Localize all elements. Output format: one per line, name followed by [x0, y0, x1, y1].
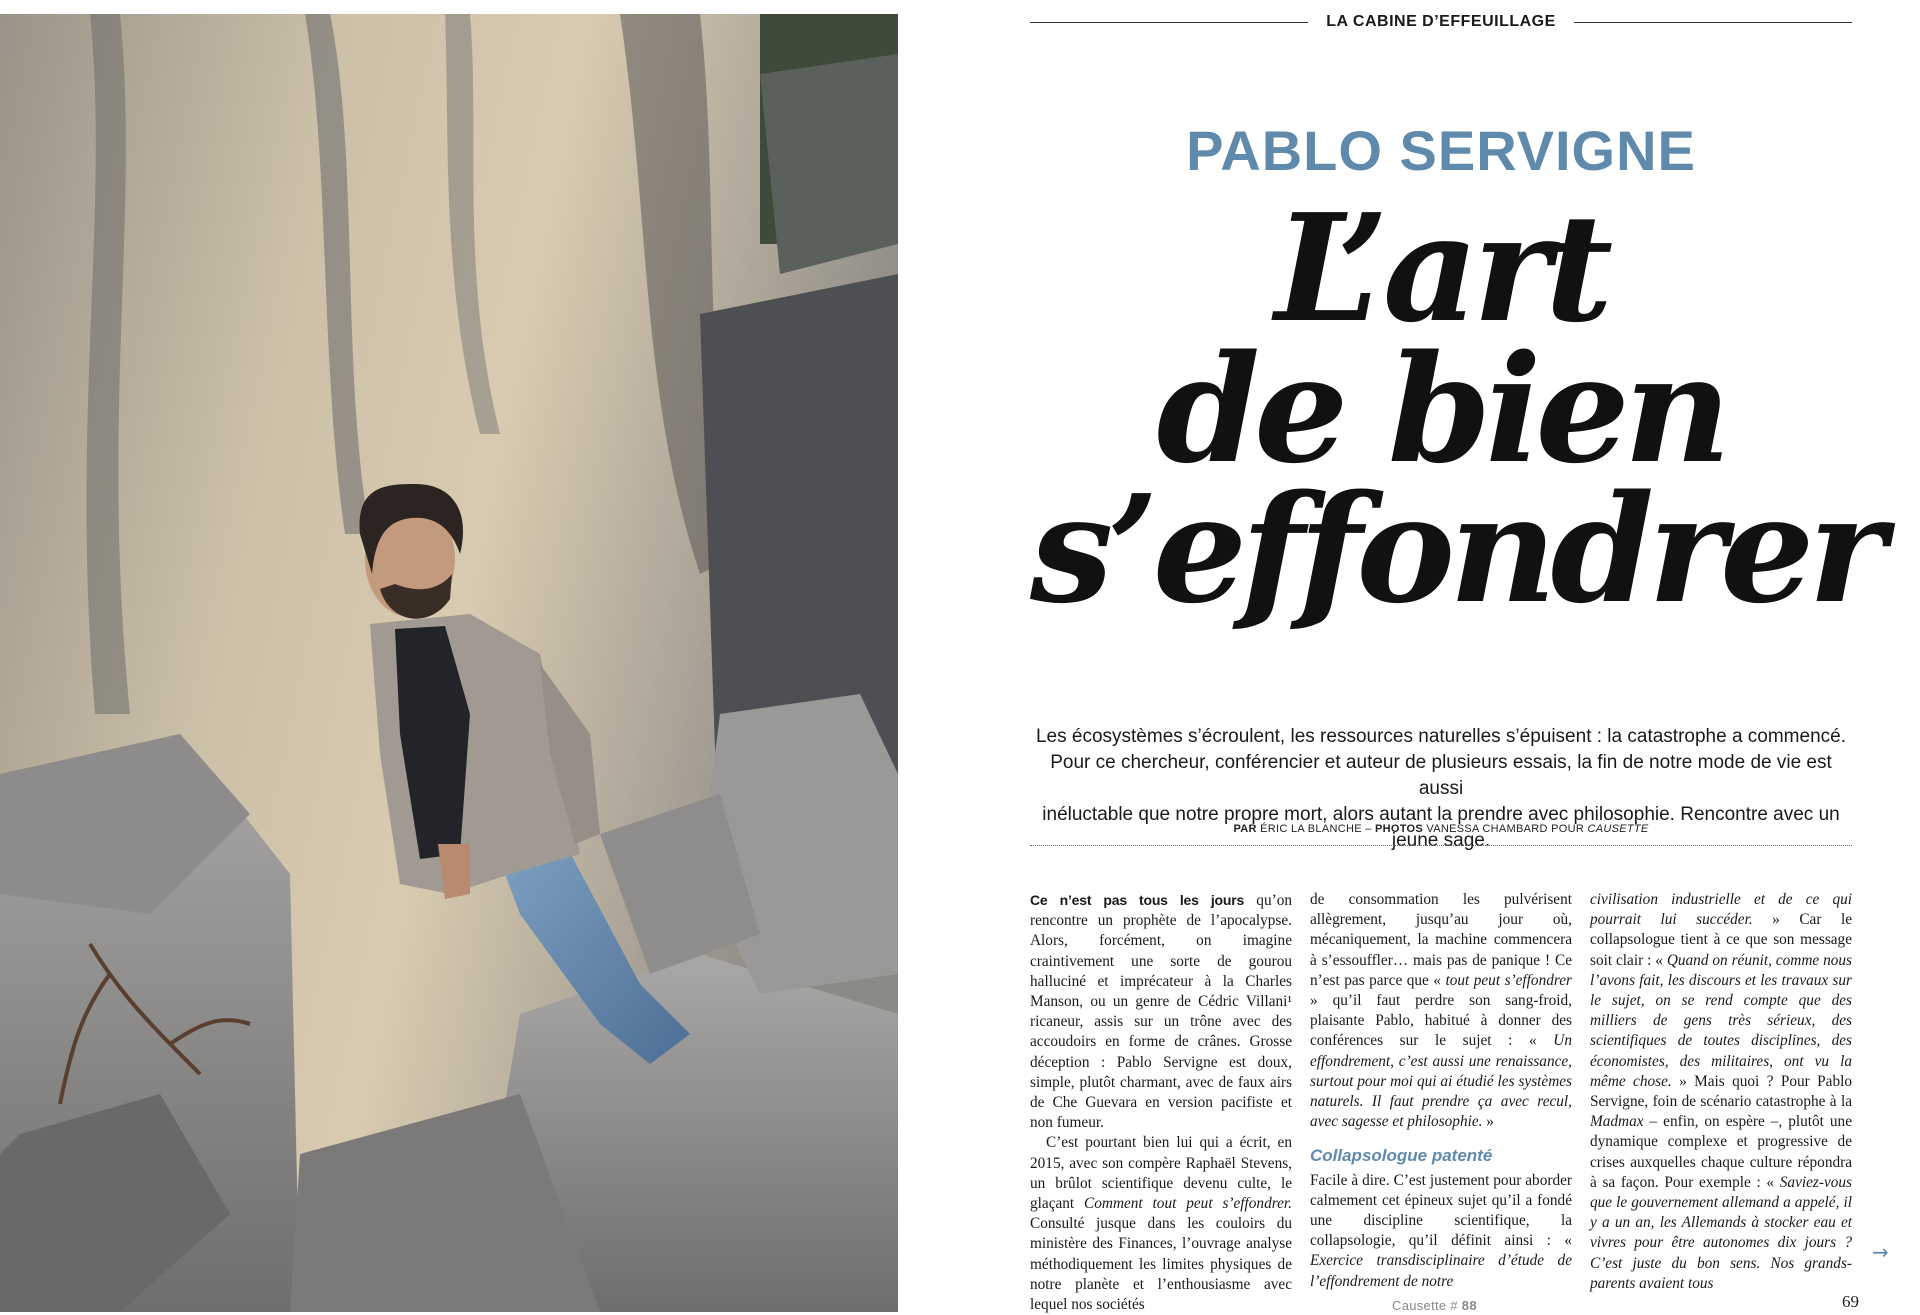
- headline-line-1: L’art: [1274, 181, 1608, 355]
- film-title: Madmax: [1590, 1113, 1644, 1131]
- footer-magazine-name: Causette #: [1392, 1298, 1458, 1313]
- page-title: [1030, 181, 1881, 637]
- article-text: C’est pourtant bien lui qui a écrit, en 2015, avec son compère Raphaël Stevens, un brûlot scientifique devenu culte, le glaçant: [1030, 1134, 1292, 1213]
- article-quote: Quand on réunit, comme nous l’avons fait, les discours et les travaux sur le sujet, on se rend compte que des milliers de gens très sérieux, des scientifiques de toutes disciplines, des économistes, des militaires, ont vu la même chose.: [1590, 951, 1852, 1090]
- rubric-label: LA CABINE D’EFFEUILLAGE: [1326, 13, 1556, 30]
- footer-magazine: [1392, 1298, 1477, 1313]
- headline-line-2: de bien: [1156, 321, 1726, 496]
- byline-author: ÉRIC LA BLANCHE: [1260, 823, 1362, 835]
- rubric-rule-right: [1574, 22, 1852, 23]
- article-quote: tout peut s’effondrer: [1445, 971, 1572, 989]
- article-paragraph: [1310, 890, 1572, 1132]
- byline-photographer: VANESSA CHAMBARD POUR: [1426, 823, 1585, 835]
- article-lead-in: Ce n’est pas tous les jours: [1030, 892, 1245, 908]
- article-column-2: [1310, 890, 1572, 1292]
- article-paragraph: [1310, 1171, 1572, 1292]
- article-text: » qu’il faut perdre son sang-froid, plaisante Pablo, habitué à donner des conférences sur le sujet : «: [1310, 992, 1572, 1050]
- article-paragraph: [1030, 1133, 1292, 1315]
- byline-par-label: PAR: [1233, 823, 1257, 835]
- article-quote: Exercice transdisciplinaire d’étude de l’effondrement de notre: [1310, 1252, 1572, 1290]
- article-column-3: [1590, 890, 1852, 1294]
- rubric-rule-left: [1030, 22, 1308, 23]
- cover-photo: [0, 14, 898, 1312]
- article-paragraph: [1030, 890, 1292, 1133]
- article-quote: Un effondrement, c’est aussi une renaissance, surtout pour moi qui ai étudié les systèmes naturels. Il faut prendre ça avec recul, avec sagesse et philosophie.: [1310, 1032, 1572, 1131]
- byline-photos-label: PHOTOS: [1374, 823, 1424, 835]
- article-text: – enfin, on espère –, plutôt une dynamique complexe et progressive de crises auxquelles chaque culture répondra à sa façon. Pour exemple : «: [1590, 1113, 1852, 1191]
- article-quote: Saviez-vous que le gouvernement allemand a appelé, il y a un an, les Allemands à stocker eau et vivres pour être autonomes dix jours ? C’est juste du bon sens. Nos grands-parents avaient tous: [1590, 1173, 1852, 1292]
- arrow-right-icon: →: [1872, 1240, 1889, 1264]
- article-text: » Car le collapsologue tient à ce que son message soit clair : «: [1590, 911, 1852, 969]
- byline: [1030, 823, 1852, 846]
- standfirst-line-1: Les écosystèmes s’écroulent, les ressources naturelles s’épuisent : la catastrophe a commencé.: [1035, 726, 1846, 747]
- kicker-name: PABLO SERVIGNE: [1186, 119, 1696, 182]
- section-rubric: [1030, 8, 1852, 36]
- byline-separator: –: [1365, 823, 1372, 835]
- article-column-1: [1030, 890, 1292, 1315]
- article-text: »: [1482, 1113, 1494, 1131]
- article-paragraph: [1590, 890, 1852, 1294]
- article-subhead: Collapsologue patenté: [1310, 1146, 1493, 1166]
- article-text: » Mais quoi ? Pour Pablo Servigne, foin de scénario catastrophe à la: [1590, 1072, 1852, 1111]
- article-quote: civilisation industrielle et de ce qui pourrait lui succéder.: [1590, 891, 1852, 929]
- headline-line-3: s’effondrer: [1030, 462, 1881, 637]
- article-text: qu’on rencontre un prophète de l’apocalypse. Alors, forcément, on imagine craintivement une sorte de gourou halluciné et imprécateur à la Charles Manson, ou un genre de Cédric Villani¹ ricaneur, assis sur un trône avec des accoudoirs en forme de crânes. Grosse déception : Pablo Servigne est doux, simple, plutôt charmant, avec de faux airs de Che Guevara en version pacifiste et non fumeur.: [1030, 892, 1292, 1132]
- standfirst-line-2: Pour ce chercheur, conférencier et auteur de plusieurs essais, la fin de notre mode de vie est aussi: [1050, 752, 1832, 799]
- article-text: Consulté jusque dans les couloirs du ministère des Finances, l’ouvrage analyse méthodiquement les limites physiques de notre planète et l’enthousiasme avec lequel nos sociétés: [1030, 1215, 1292, 1314]
- standfirst-line-3: inéluctable que notre propre mort, alors autant la prendre avec philosophie. Rencontre avec un jeune sage.: [1042, 804, 1840, 851]
- byline-publication: CAUSETTE: [1587, 823, 1649, 835]
- article-text: Facile à dire. C’est justement pour aborder calmement cet épineux sujet qu’il a fondé une discipline scientifique, la collapsologie, qu’il définit ainsi : «: [1310, 1171, 1572, 1250]
- page-number: 69: [1842, 1292, 1859, 1311]
- footer-issue: 88: [1461, 1298, 1477, 1313]
- book-title: Comment tout peut s’effondrer.: [1084, 1195, 1292, 1213]
- article-text: de consommation les pulvérisent allègrement, jusqu’au jour où, mécaniquement, la machine commencera à s’essouffler… mais pas de panique ! Ce n’est pas parce que «: [1310, 891, 1572, 989]
